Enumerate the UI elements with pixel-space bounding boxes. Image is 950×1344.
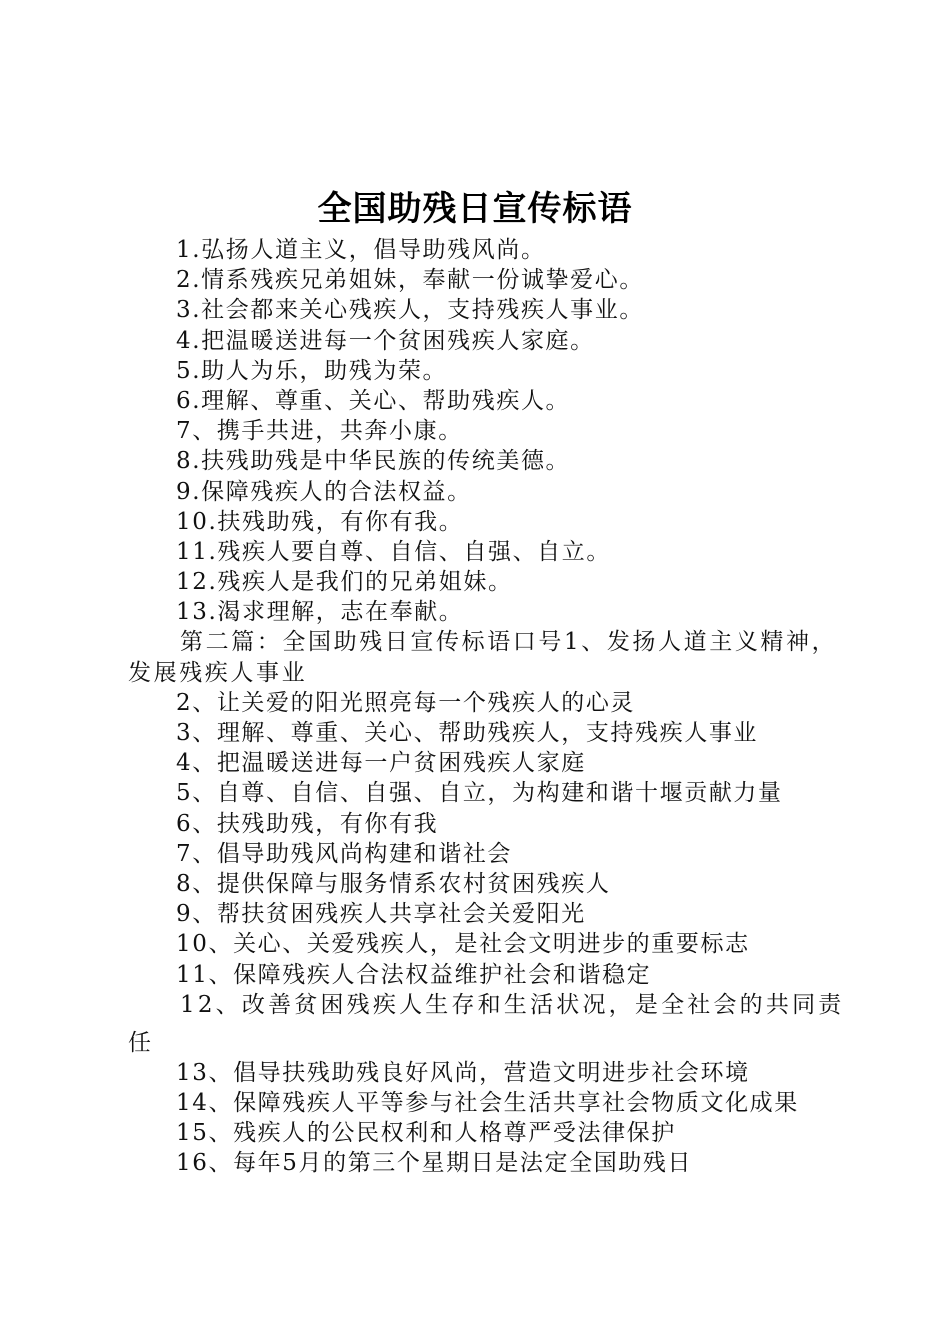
slogan-line: 6.理解、尊重、关心、帮助残疾人。: [176, 387, 571, 414]
slogan-line: 3、理解、尊重、关心、帮助残疾人，支持残疾人事业: [176, 720, 759, 747]
slogan-line: 3.社会都来关心残疾人，支持残疾人事业。: [176, 297, 644, 324]
slogan-line: 13、倡导扶残助残良好风尚，营造文明进步社会环境: [176, 1059, 750, 1086]
slogan-line: 9、帮扶贫困残疾人共享社会关爱阳光: [176, 901, 586, 928]
slogan-line: 6、扶残助残，有你有我: [176, 810, 439, 837]
slogan-line: 8、提供保障与服务情系农村贫困残疾人: [176, 870, 611, 897]
slogan-line: 1.弘扬人道主义，倡导助残风尚。: [176, 237, 546, 263]
slogan-line: 15、残疾人的公民权利和人格尊严受法律保护: [176, 1120, 676, 1147]
slogan-line: 9.保障残疾人的合法权益。: [176, 478, 472, 505]
slogan-line-wrapped: 12、改善贫困残疾人生存和生活状况，是全社会的共同责任: [128, 991, 845, 1056]
slogan-line: 7、携手共进，共奔小康。: [176, 418, 463, 445]
section-two-intro: 第二篇：全国助残日宣传标语口号1、发扬人道主义精神，发展残疾人事业: [128, 629, 838, 686]
slogan-line: 8.扶残助残是中华民族的传统美德。: [176, 448, 571, 475]
slogan-line: 10、关心、关爱残疾人，是社会文明进步的重要标志: [176, 931, 750, 958]
slogan-line: 14、保障残疾人平等参与社会生活共享社会物质文化成果: [176, 1089, 799, 1116]
slogan-line: 10.扶残助残，有你有我。: [176, 508, 464, 535]
document-title: 全国助残日宣传标语: [317, 189, 633, 229]
slogan-line: 11.残疾人要自尊、自信、自强、自立。: [176, 538, 611, 565]
slogan-line: 4、把温暖送进每一户贫困残疾人家庭: [176, 750, 586, 777]
slogan-line: 5、自尊、自信、自强、自立，为构建和谐十堰贡献力量: [176, 780, 783, 807]
slogan-line: 5.助人为乐，助残为荣。: [176, 357, 448, 384]
slogan-line: 2.情系残疾兄弟姐妹，奉献一份诚挚爱心。: [176, 267, 644, 294]
slogan-line: 12.残疾人是我们的兄弟姐妹。: [176, 569, 513, 596]
slogan-line: 7、倡导助残风尚构建和谐社会: [176, 840, 513, 867]
slogan-line: 2、让关爱的阳光照亮每一个残疾人的心灵: [176, 689, 636, 716]
slogan-line: 4.把温暖送进每一个贫困残疾人家庭。: [176, 327, 595, 354]
document-body: [128, 235, 848, 1178]
slogan-line: 16、每年5月的第三个星期日是法定全国助残日: [176, 1150, 693, 1177]
slogan-line: 11、保障残疾人合法权益维护社会和谐稳定: [176, 961, 652, 988]
slogan-line: 13.渴求理解，志在奉献。: [176, 599, 464, 626]
